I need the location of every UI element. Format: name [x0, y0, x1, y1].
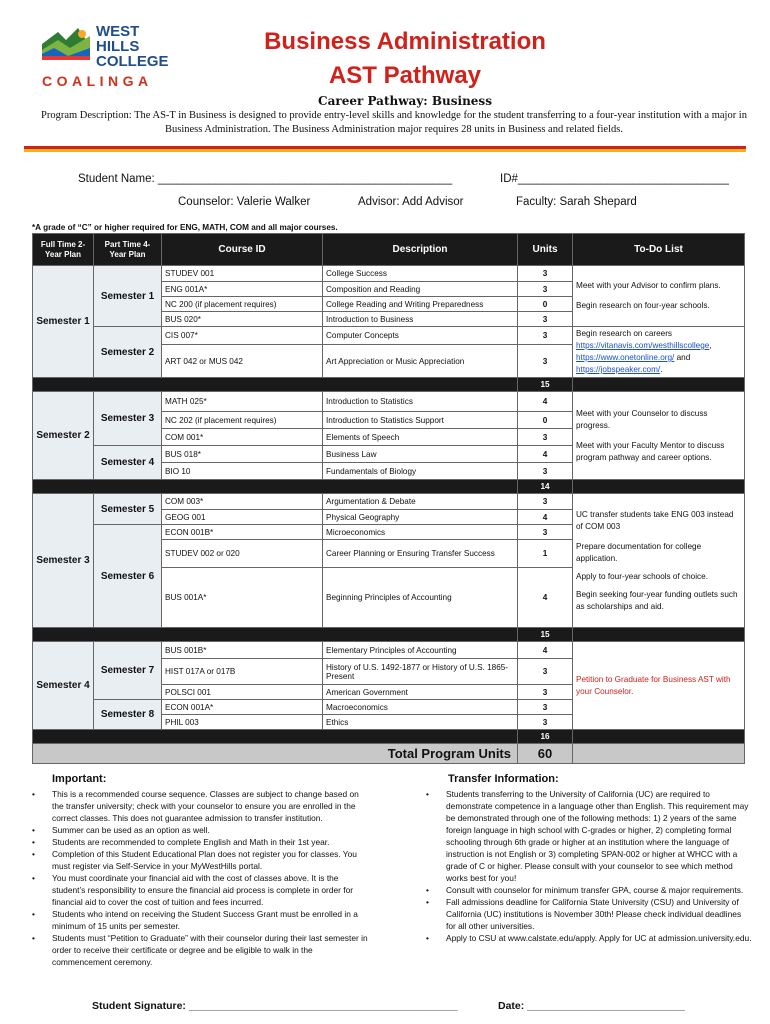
course-units: 3 — [518, 715, 573, 730]
course-id: NC 202 (if placement requires) — [162, 412, 323, 429]
career-pathway: Career Pathway: Business — [318, 94, 492, 108]
course-units: 3 — [518, 463, 573, 480]
total-row — [33, 744, 745, 764]
course-id: STUDEV 001 — [162, 266, 323, 282]
semester-sum-row — [33, 730, 745, 744]
course-desc: Introduction to Statistics — [323, 392, 518, 412]
header-units: Units — [518, 234, 573, 266]
transfer-heading: Transfer Information: — [448, 773, 559, 785]
course-id: BUS 001A* — [162, 568, 323, 628]
program-description: Program Description: The AS-T in Business is designed to provide entry-level skills and knowledge for the student transferring to a four-year institution with a major in Business Administration. The Business Administration major requires 28 units in Business and related fields. — [41, 110, 747, 135]
table-row — [33, 494, 745, 510]
course-desc: Macroeconomics — [323, 700, 518, 715]
todo-semester-4: Petition to Graduate for Business AST with your Counselor. — [573, 642, 745, 730]
ft-semester-4: Semester 4 — [33, 642, 94, 730]
pt-semester-6: Semester 6 — [94, 525, 162, 628]
course-units: 3 — [518, 345, 573, 378]
list-item: • Summer can be used as an option as well. — [32, 824, 372, 836]
course-units: 1 — [518, 540, 573, 568]
course-units: 4 — [518, 642, 573, 659]
pt-semester-3: Semester 3 — [94, 392, 162, 446]
course-id: ECON 001B* — [162, 525, 323, 540]
important-heading: Important: — [52, 773, 107, 785]
course-id: GEOG 001 — [162, 510, 323, 525]
list-item: • You must coordinate your financial aid with the cost of classes above. It is the student’s responsibility to ensure the financial aid process is complete in order for financial aid to cover the cost of tuition and fees incurred. — [32, 872, 372, 908]
advisor: Advisor: Add Advisor — [358, 196, 464, 208]
ft-semester-3: Semester 3 — [33, 494, 94, 628]
course-desc: Art Appreciation or Music Appreciation — [323, 345, 518, 378]
ft-semester-2: Semester 2 — [33, 392, 94, 480]
course-units: 3 — [518, 282, 573, 297]
course-desc: Physical Geography — [323, 510, 518, 525]
todo-semester-3: UC transfer students take ENG 003 instead of COM 003 Prepare documentation for college application. Apply to four-year schools of choice. Begin seeking four-year funding outlets such as scholarships and aid. — [573, 494, 745, 628]
logo-subtitle: COALINGA — [42, 73, 153, 89]
transfer-list — [426, 788, 752, 944]
course-units: 3 — [518, 312, 573, 327]
semester-sum: 15 — [518, 378, 573, 392]
list-item: • Students who intend on receiving the Student Success Grant must be enrolled in a minimum of 15 units per semester. — [32, 908, 372, 932]
table-row — [33, 266, 745, 282]
counselor: Counselor: Valerie Walker — [178, 196, 311, 208]
course-desc: Career Planning or Ensuring Transfer Success — [323, 540, 518, 568]
course-desc: Business Law — [323, 446, 518, 463]
table-row — [33, 642, 745, 659]
important-list — [32, 788, 372, 968]
course-desc: Beginning Principles of Accounting — [323, 568, 518, 628]
list-item: • Students transferring to the University of California (UC) are required to demonstrate competence in a language other than English. This requirement may be demonstrated through one of the following methods: 1) 2 years of the same foreign language in high school with C-grades or higher, 2) completing formal schooling through 6th grade or higher at an institution where the language of instruction is not English or 3) completing SPAN-002 or higher at WHCC with a grade of C or higher. Please consult with your counselor to see which method works best for you! — [426, 788, 752, 884]
course-id: POLSCI 001 — [162, 685, 323, 700]
course-units: 3 — [518, 494, 573, 510]
course-desc: Computer Concepts — [323, 327, 518, 345]
course-desc: Elementary Principles of Accounting — [323, 642, 518, 659]
course-desc: Introduction to Business — [323, 312, 518, 327]
course-id: BUS 020* — [162, 312, 323, 327]
semester-sum-row — [33, 628, 745, 642]
course-desc: College Success — [323, 266, 518, 282]
course-id: STUDEV 002 or 020 — [162, 540, 323, 568]
header-todo: To-Do List — [573, 234, 745, 266]
semester-sum: 14 — [518, 480, 573, 494]
course-units: 3 — [518, 659, 573, 685]
course-units: 4 — [518, 510, 573, 525]
divider-gold — [24, 149, 746, 152]
date-field[interactable]: Date: ___________________________ — [498, 1000, 685, 1012]
logo-wordmark: WEST HILLS COLLEGE — [96, 23, 169, 70]
course-units: 3 — [518, 525, 573, 540]
semester-sum: 16 — [518, 730, 573, 744]
link-jobspeaker[interactable]: https://jobspeaker.com/ — [576, 365, 661, 374]
course-units: 0 — [518, 412, 573, 429]
semester-sum-row — [33, 378, 745, 392]
student-name-field[interactable]: Student Name: ______________________________________________ — [78, 173, 453, 185]
course-desc: Ethics — [323, 715, 518, 730]
course-id: ENG 001A* — [162, 282, 323, 297]
id-field[interactable]: ID#_________________________________ — [500, 173, 729, 185]
course-desc: Microeconomics — [323, 525, 518, 540]
header-description: Description — [323, 234, 518, 266]
pt-semester-5: Semester 5 — [94, 494, 162, 525]
total-label: Total Program Units — [33, 744, 518, 764]
course-units: 4 — [518, 446, 573, 463]
todo-semester-1: Meet with your Advisor to confirm plans. Begin research on four-year schools. — [573, 266, 745, 327]
header-course-id: Course ID — [162, 234, 323, 266]
course-id: BIO 10 — [162, 463, 323, 480]
course-id: PHIL 003 — [162, 715, 323, 730]
course-id: HIST 017A or 017B — [162, 659, 323, 685]
student-signature-field[interactable]: Student Signature: ______________________________________________ — [92, 1000, 458, 1012]
pt-semester-1: Semester 1 — [94, 266, 162, 327]
page-title: Business Administration — [264, 28, 546, 55]
ft-semester-1: Semester 1 — [33, 266, 94, 378]
semester-sum-row — [33, 480, 745, 494]
list-item: • Fall admissions deadline for California State University (CSU) and University of California (UC) institutions is November 30th! Please check individual deadlines for all other universities. — [426, 896, 752, 932]
list-item: • Consult with counselor for minimum transfer GPA, course & major requirements. — [426, 884, 752, 896]
list-item: • Students are recommended to complete English and Math in their 1st year. — [32, 836, 372, 848]
course-desc: College Reading and Writing Preparedness — [323, 297, 518, 312]
todo-careers: Begin research on careers https://vitanavis.com/westhillscollege, https://www.onetonline.org/ and https://jobspeaker.com/. — [573, 327, 745, 378]
course-desc: American Government — [323, 685, 518, 700]
course-desc: History of U.S. 1492-1877 or History of U.S. 1865-Present — [323, 659, 518, 685]
list-item: • Apply to CSU at www.calstate.edu/apply. Apply for UC at admission.university.edu. — [426, 932, 752, 944]
table-row — [33, 392, 745, 412]
link-vitanavis[interactable]: https://vitanavis.com/westhillscollege — [576, 341, 710, 350]
course-desc: Composition and Reading — [323, 282, 518, 297]
list-item: • Completion of this Student Educational Plan does not register you for classes. You must register via Self-Service in your MyWestHills portal. — [32, 848, 372, 872]
course-units: 3 — [518, 266, 573, 282]
table-row — [33, 327, 745, 345]
header-full-time: Full Time 2-Year Plan — [33, 234, 94, 266]
course-id: COM 001* — [162, 429, 323, 446]
course-units: 3 — [518, 700, 573, 715]
course-units: 4 — [518, 392, 573, 412]
course-id: CIS 007* — [162, 327, 323, 345]
course-desc: Introduction to Statistics Support — [323, 412, 518, 429]
course-id: BUS 001B* — [162, 642, 323, 659]
pt-semester-4: Semester 4 — [94, 446, 162, 480]
course-id: COM 003* — [162, 494, 323, 510]
list-item: • Students must “Petition to Graduate” with their counselor during their last semester in order to receive their certificate or degree and be eligible to walk in the commencement ceremony. — [32, 932, 372, 968]
course-id: ART 042 or MUS 042 — [162, 345, 323, 378]
course-desc: Fundamentals of Biology — [323, 463, 518, 480]
pt-semester-7: Semester 7 — [94, 642, 162, 700]
faculty: Faculty: Sarah Shepard — [516, 196, 637, 208]
course-id: BUS 018* — [162, 446, 323, 463]
course-desc: Argumentation & Debate — [323, 494, 518, 510]
course-units: 3 — [518, 429, 573, 446]
course-plan-table — [32, 233, 745, 764]
list-item: • This is a recommended course sequence. Classes are subject to change based on the transfer university; check with your counselor to ensure you are enrolled in the correct classes. This does not guarantee admission to transfer institution. — [32, 788, 372, 824]
course-desc: Elements of Speech — [323, 429, 518, 446]
header-part-time: Part Time 4-Year Plan — [94, 234, 162, 266]
page-subtitle: AST Pathway — [328, 62, 482, 89]
pt-semester-8: Semester 8 — [94, 700, 162, 730]
course-units: 4 — [518, 568, 573, 628]
course-units: 3 — [518, 327, 573, 345]
course-units: 3 — [518, 685, 573, 700]
todo-semester-2: Meet with your Counselor to discuss progress. Meet with your Faculty Mentor to discuss program pathway and career options. — [573, 392, 745, 480]
course-id: ECON 001A* — [162, 700, 323, 715]
pt-semester-2: Semester 2 — [94, 327, 162, 378]
course-units: 0 — [518, 297, 573, 312]
link-onetonline[interactable]: https://www.onetonline.org/ — [576, 353, 675, 362]
course-id: MATH 025* — [162, 392, 323, 412]
course-id: NC 200 (if placement requires) — [162, 297, 323, 312]
semester-sum: 15 — [518, 628, 573, 642]
grade-note: *A grade of “C” or higher required for ENG, MATH, COM and all major courses. — [32, 223, 338, 232]
total-units: 60 — [518, 744, 573, 764]
